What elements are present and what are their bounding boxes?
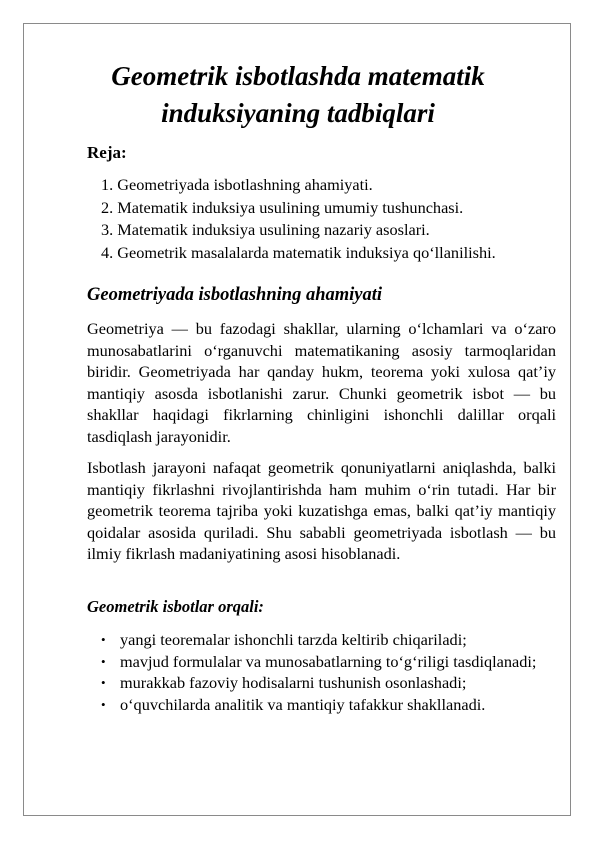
plan-item: 3. Matematik induksiya usulining nazariy asoslari. [101, 220, 430, 239]
bullet-icon: • [101, 696, 106, 712]
plan-item: 4. Geometrik masalalarda matematik induksiya qo‘llanilishi. [101, 242, 496, 262]
bullet-item [101, 694, 556, 716]
document-title: Geometrik isbotlashda matematik induksiyaning tadbiqlari [111, 61, 485, 128]
paragraph: Geometriya — bu fazodagi shakllar, ularning o‘lchamlari va o‘zaro munosabatlarini o‘rganuvchi matematikaning asosiy tarmoqlaridan biridir. Geometriyada har qanday hukm, teorema yoki xulosa qat’iy mantiqiy asosda isbotlanishi zarur. Chunki geometrik isbot — bu shakllar haqidagi fikrlarning chinligini ishonchli dalillar orqali tasdiqlash jarayonidir. [87, 319, 556, 446]
plan-item: 2. Matematik induksiya usulining umumiy tushunchasi. [101, 197, 464, 217]
bullet-text: yangi teoremalar ishonchli tarzda keltirib chiqariladi; [120, 630, 467, 649]
bullet-text: murakkab fazoviy hodisalarni tushunish osonlashadi; [120, 673, 467, 692]
bullet-text: o‘quvchilarda analitik va mantiqiy tafakkur shakllanadi. [120, 694, 486, 714]
plan-heading: Reja: [87, 143, 127, 162]
bullet-icon: • [101, 632, 106, 647]
paragraph: Isbotlash jarayoni nafaqat geometrik qonuniyatlarni aniqlashda, balki mantiqiy fikrlashni rivojlantirishda ham muhim o‘rin tutadi. Har bir geometrik teorema tajriba yoki kuzatishga emas, balki qat’iy mantiqiy qoidalar asosida quriladi. Shu sababli geometriyada isbotlash — bu ilmiy fikrlash madaniyatining asosi hisoblanadi. [87, 458, 556, 563]
bullet-icon: • [101, 675, 106, 690]
plan-list [101, 174, 496, 264]
bullet-icon: • [101, 653, 106, 669]
bullet-list [101, 629, 556, 715]
bullet-text: mavjud formulalar va munosabatlarning to‘g‘riligi tasdiqlanadi; [120, 651, 537, 671]
bullet-item [101, 629, 556, 651]
subsection-heading: Geometrik isbotlar orqali: [87, 597, 264, 616]
section-heading: Geometriyada isbotlashning ahamiyati [87, 285, 382, 305]
plan-item: 1. Geometriyada isbotlashning ahamiyati. [101, 175, 373, 194]
bullet-item [101, 651, 556, 673]
bullet-item [101, 672, 556, 694]
